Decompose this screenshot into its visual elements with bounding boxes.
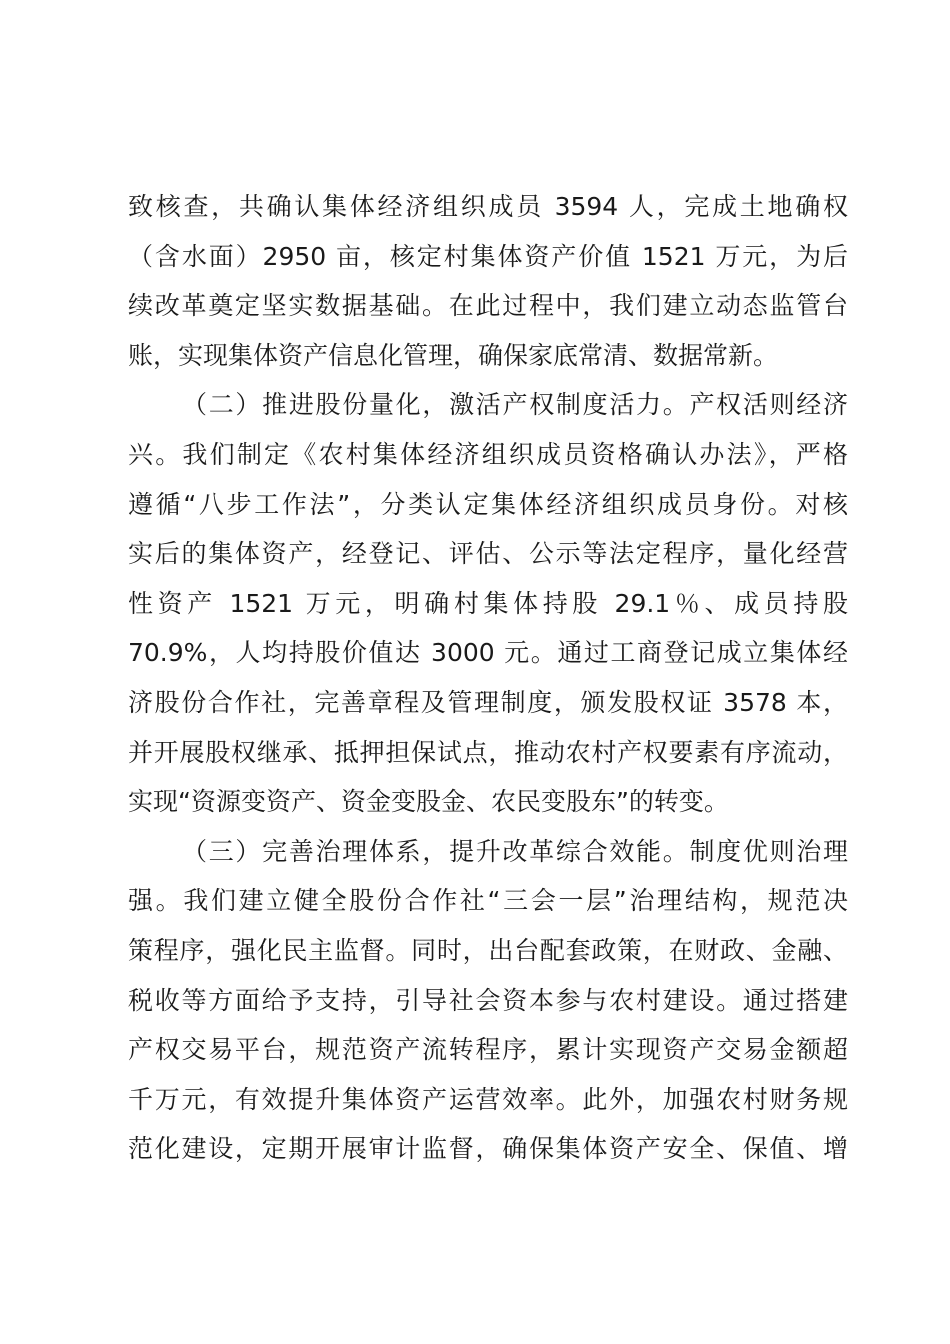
section-heading-line: （二）推进股份量化，激活产权制度活力。产权活则经济	[182, 390, 848, 420]
text-line: 遵循“八步工作法”，分类认定集体经济组织成员身份。对核	[128, 489, 848, 519]
section-heading-line: （三）完善治理体系，提升改革综合效能。制度优则治理	[182, 836, 848, 866]
text-line: 强。我们建立健全股份合作社“三会一层”治理结构，规范决	[128, 886, 848, 916]
text-line: 千万元，有效提升集体资产运营效率。此外，加强农村财务规	[128, 1084, 848, 1114]
body-text	[128, 182, 848, 1174]
text-line: 并开展股权继承、抵押担保试点，推动农村产权要素有序流动，	[128, 737, 848, 767]
text-line: 实后的集体资产，经登记、评估、公示等法定程序，量化经营	[128, 539, 848, 569]
text-line: 产权交易平台，规范资产流转程序，累计实现资产交易金额超	[128, 1035, 848, 1065]
text-line: 实现“资源变资产、资金变股金、农民变股东”的转变。	[128, 787, 729, 817]
text-line: （含水面）2950 亩，核定村集体资产价值 1521 万元，为后	[128, 241, 848, 271]
text-line: 济股份合作社，完善章程及管理制度，颁发股权证 3578 本，	[128, 687, 848, 717]
text-line: 70.9%，人均持股价值达 3000 元。通过工商登记成立集体经	[128, 638, 848, 668]
text-line: 税收等方面给予支持，引导社会资本参与农村建设。通过搭建	[128, 985, 848, 1015]
text-line: 兴。我们制定《农村集体经济组织成员资格确认办法》，严格	[128, 439, 848, 469]
text-line: 致核查，共确认集体经济组织成员 3594 人，完成土地确权	[128, 192, 848, 221]
text-line: 续改革奠定坚实数据基础。在此过程中，我们建立动态监管台	[128, 291, 848, 321]
text-line: 策程序，强化民主监督。同时，出台配套政策，在财政、金融、	[128, 935, 848, 965]
text-line: 性资产 1521 万元，明确村集体持股 29.1％、成员持股	[128, 588, 848, 618]
text-line: 账，实现集体资产信息化管理，确保家底常清、数据常新。	[128, 340, 779, 370]
text-line: 范化建设，定期开展审计监督，确保集体资产安全、保值、增	[128, 1134, 848, 1164]
